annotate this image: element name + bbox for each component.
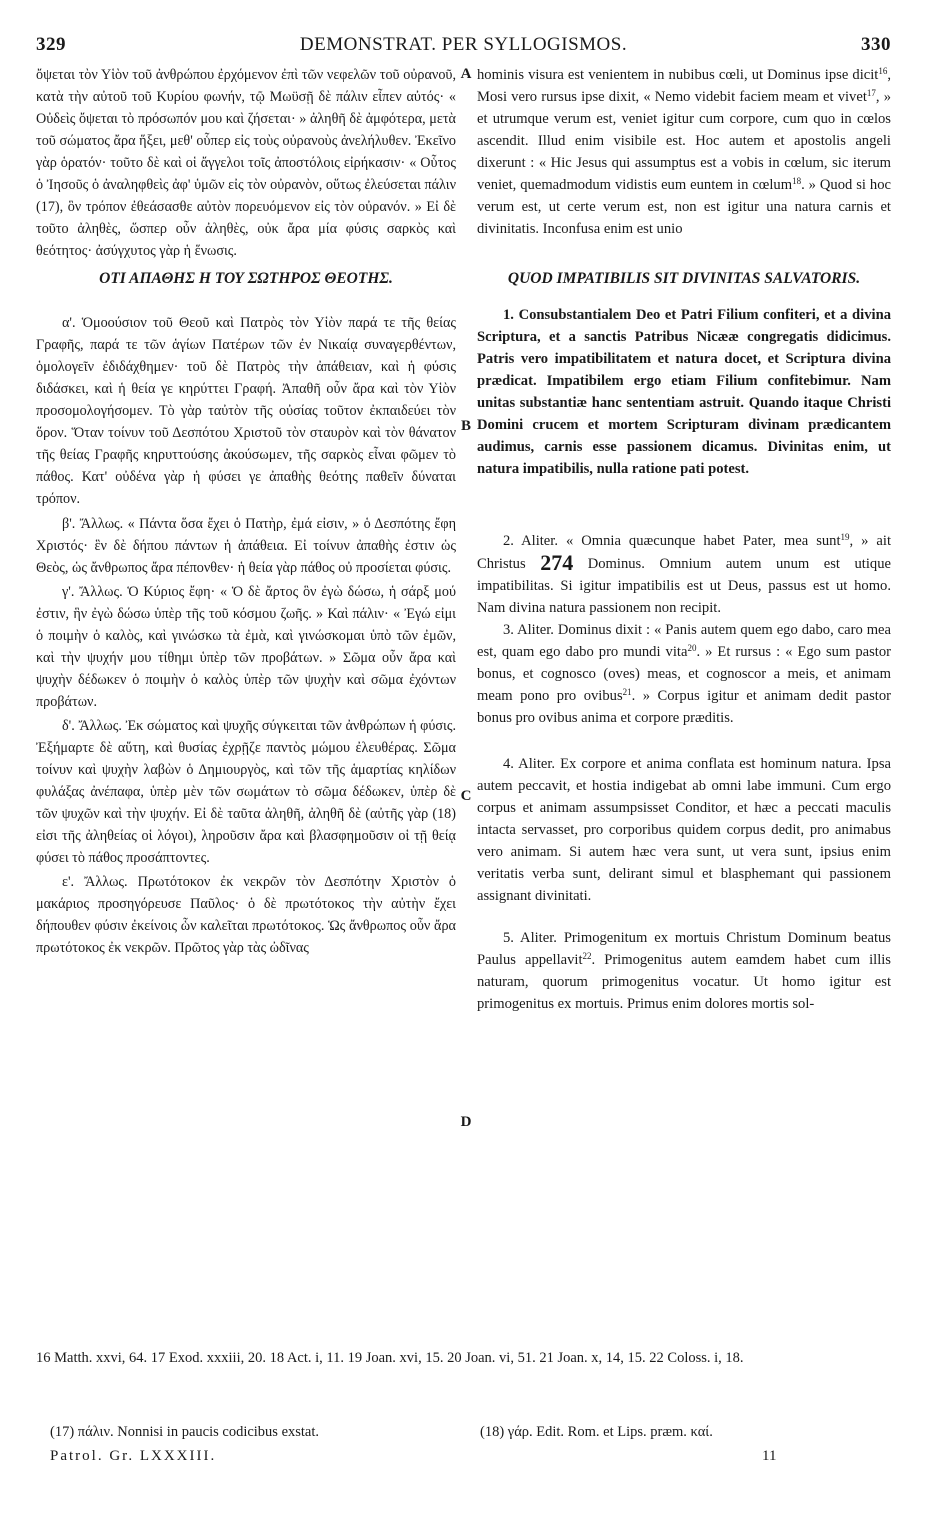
latin-paragraph-text: . » Et rursus : « Ego sum pastor bonus, et cognosco (oves) meas, et cognoscor a meis, et animam meam pono pro ovibus [477, 644, 891, 704]
greek-paragraph-5: ε'. Ἄλλως. Πρωτότοκον ἐκ νεκρῶν τὸν Δεσπότην Χριστὸν ὁ μακάριος προσηγόρευσε Παῦλος· ὁ δὲ πρωτότοκος τὴν αὐτὴν ἔχει δήπουθεν φύσιν ἐκείνοις ὧν καλεῖται πρωτότοκος. Ὡς ἄνθρωπος οὖν ἄρα πρωτότοκος ἐκ νεκρῶν. Πρῶτος γὰρ τὰς ὠδῖνας [36, 874, 456, 956]
latin-intro-text: , Mosi vero rursus ipse dixit, « Nemo videbit faciem meam et vivet [477, 67, 891, 105]
margin-letter-d: D [460, 1114, 472, 1130]
latin-paragraph-text: 5. Aliter. Primogenitum ex mortuis Christum Dominum beatus Paulus appellavit [477, 930, 891, 968]
greek-paragraph-1: α'. Ὁμοούσιον τοῦ Θεοῦ καὶ Πατρὸς τὸν Υἱὸν παρά τε τῆς θείας Γραφῆς, παρά τε τῶν ἁγίων Πατέρων τῶν ἐν Νικαίᾳ συναγερθέντων, ὁμολογεῖν ἐδιδάχθημεν· τοῦ δὲ Πατρὸς τὴν ἀπάθειαν, καὶ ἡ φύσις διδάσκει, καὶ ἡ θεία γε κηρύττει Γραφή. Ἀπαθῆ οὖν ἄρα καὶ τὸν Υἱὸν προσομολογήσομεν. Τὸ γὰρ ταὐτὸν τῆς οὐσίας τοῦτον ἐκπαιδεύει τὸν ὅρον. Ὅταν τοίνυν τοῦ Δεσπότου Χριστοῦ τὸν σταυρὸν καὶ τὸν θάνατον τῆς θείας Γραφῆς κηρυττούσης ἀκούσωμεν, τῆς σαρκὸς εἶναι φῶμεν τὸ πάθος. Κατ' οὐδένα γὰρ ἡ φύσει γε ἀπαθὴς θεότης παθεῖν δύναται τρόπον. [36, 315, 456, 507]
greek-intro: ὄψεται τὸν Υἱὸν τοῦ ἀνθρώπου ἐρχόμενον ἐπὶ τῶν νεφελῶν τοῦ οὐρανοῦ, κατὰ τὴν αὐτοῦ τοῦ Κυρίου φωνήν, τῷ Μωϋσῇ δὲ πάλιν εἶπεν αὐτός· « Οὐδεὶς ὄψεται τὸ πρόσωπόν μου καὶ ζήσεται· » ἀληθῆ δὲ ἀμφότερα, μετὰ τοῦ σώματος ἄρα ἥξει, μεθ' οὗπερ εἰς τοὺς οὐρανοὺς ἀνελήλυθεν. Ἐκεῖνο γὰρ ὁρατόν· τοῦτο δὲ καὶ οἱ ἄγγελοι τοῖς ἀποστόλοις εἰρήκασιν· « Οὗτος ὁ Ἰησοῦς ὁ ἀναληφθεὶς ἀφ' ὑμῶν εἰς τὸν οὐρανὸν, οὕτως ἐλεύσεται πάλιν (17), ὃν τρόπον ἐθεάσασθε αὐτὸν πορευόμενον εἰς τὸν οὐρανόν. » Εἰ δὲ τοῦτο ἀληθὲς, ὥσπερ οὖν ἀληθὲς, οὐκ ἄρα μία φύσις σαρκὸς καὶ θεότητος· ἀσύγχυτος γὰρ ἡ ἕνωσις. [36, 67, 456, 259]
footnote-ref-19: 19 [840, 532, 850, 542]
latin-paragraph-text: . » Corpus igitur et animam dedit pastor bonus pro ovibus anima et corpore præditis. [477, 688, 891, 726]
latin-intro-text: hominis visura est venientem in nubibus cœli, ut Dominus ipse dicit [477, 67, 879, 83]
footnote-ref-21: 21 [622, 687, 632, 697]
latin-paragraph-2 [477, 530, 891, 619]
latin-intro-text: , » et utrumque verum est, veniet igitur cum corpore, cum quo in cœlos ascendit. Illud enim visibile est. Hoc autem et apostolis angeli dixerunt : « Hic Jesus qui assumptus est a vobis in cœlum, sic iterum veniet, quemadmodum vidistis eum euntem in cœlum [477, 89, 891, 193]
margin-letter-a: A [460, 66, 472, 82]
footnote-ref-18: 18 [792, 176, 802, 186]
latin-paragraph-1: 1. Consubstantialem Deo et Patri Filium confiteri, et a divina Scriptura, et a sanctis Patribus Nicææ congregatis didicimus. Patris vero impatibilitatem et natura docet, et Scriptura divina prædicat. Impatibilem ergo etiam Filium confitebimur. Nam unitas substantiæ hanc sententiam astruit. Quando itaque Christi Domini crucem et mortem Scripturam divinam prædicantem audimus, carnis esse passionem dicamus. Divinitas enim, ut natura impatibilis, nulla ratione pati potest. [477, 307, 891, 477]
latin-paragraph-5 [477, 927, 891, 1015]
latin-column [477, 64, 891, 1015]
greek-column [36, 64, 456, 959]
running-title: DEMONSTRAT. PER SYLLOGISMOS. [299, 34, 628, 55]
footnote-18: (18) γάρ. Edit. Rom. et Lips. præm. καί. [480, 1424, 713, 1440]
signature-number: 11 [762, 1448, 777, 1464]
latin-intro-text: . » Quod si hoc verum est, ut certe verum est, non est igitur una natura carnis et divinitatis. Inconfusa enim est unio [477, 177, 891, 237]
latin-paragraph-text: . Primogenitus autem eamdem habet cum illis naturam, quorum primogenitus vocatur. Ut homo igitur est primogenitus ex mortuis. Primus enim dolores mortis sol- [477, 952, 891, 1012]
greek-heading: ΟΤΙ ΑΠΑΘΗΣ Η ΤΟΥ ΣΩΤΗΡΟΣ ΘΕΟΤΗΣ. [99, 270, 393, 287]
latin-paragraph-text: 2. Aliter. « Omnia quæcunque habet Pater, mea sunt [503, 533, 841, 549]
signature-mark: Patrol. Gr. LXXXIII. [50, 1448, 217, 1464]
page-number-right: 330 [861, 34, 891, 55]
latin-paragraph-4: 4. Aliter. Ex corpore et anima conflata est hominum natura. Ipsa autem peccavit, et hostia indigebat ab omni labe immuni. Cum ergo corpus et animam assumpsisset Conditor, et hæc a peccati maculis intacta servasset, pro corporibus quidem corpus dedit, pro animabus vero animam. Si autem hæc vera sunt, ut vera sunt, ipsius enim veritatis verba sunt, delirant simul et blasphemant qui passionem assignant divinitati. [477, 756, 891, 904]
latin-heading: QUOD IMPATIBILIS SIT DIVINITAS SALVATORIS. [507, 270, 861, 287]
column-number: 274 [540, 550, 574, 575]
latin-paragraph-text: , » ait Christus [477, 533, 891, 572]
greek-paragraph-3: γ'. Ἄλλως. Ὁ Κύριος ἔφη· « Ὁ δὲ ἄρτος ὃν ἐγὼ δώσω, ἡ σάρξ μού ἐστιν, ἣν ἐγὼ δώσω ὑπὲρ τῆς τοῦ κόσμου ζωῆς. » Καὶ πάλιν· « Ἐγώ εἰμι ὁ ποιμὴν ὁ καλὸς, καὶ γινώσκω τὰ ἐμὰ, καὶ γινώσκομαι ὑπὸ τῶν ἐμῶν, καὶ τὴν ψυχήν μου τίθημι ὑπὲρ τῶν προβάτων. » Σῶμα οὖν ἄρα καὶ ψυχὴν δέδωκεν ὁ ποιμὴν ὁ καλὸς ὑπὲρ τῶν ψυχὴν καὶ σῶμα ἐχόντων προβάτων. [36, 584, 456, 710]
greek-paragraph-2: β'. Ἄλλως. « Πάντα ὅσα ἔχει ὁ Πατὴρ, ἐμά εἰσιν, » ὁ Δεσπότης ἔφη Χριστός· ἓν δὲ δήπου πάντων ἡ ἀπάθεια. Εἰ τοίνυν ἀπαθὴς ἐστιν ὡς Θεὸς, ὡς ἄνθρωπος ἄρα πέπονθεν· ἡ θεία γὰρ πάθος οὐ προσίεται φύσις. [36, 516, 456, 576]
scripture-footnotes: 16 Matth. xxvi, 64. 17 Exod. xxxiii, 20. 18 Act. i, 11. 19 Joan. xvi, 15. 20 Joan. vi, 51. 21 Joan. x, 14, 15. 22 Coloss. i, 18. [36, 1350, 744, 1366]
footnote-ref-16: 16 [878, 66, 888, 76]
footnote-ref-22: 22 [582, 951, 592, 961]
latin-paragraph-3 [477, 619, 891, 729]
latin-paragraph-text: 3. Aliter. Dominus dixit : « Panis autem quem ego dabo, caro mea est, quam ego dabo pro mundi vita [477, 622, 891, 660]
greek-paragraph-4: δ'. Ἄλλως. Ἐκ σώματος καὶ ψυχῆς σύγκειται τῶν ἀνθρώπων ἡ φύσις. Ἐξήμαρτε δὲ αὕτη, καὶ θυσίας ἐχρῇζε παντὸς μώμου ἐλευθέρας. Σῶμα τοίνυν καὶ ψυχὴν λαβὼν ὁ Δημιουργὸς, καὶ τῶν τῆς ἁμαρτίας κηλίδων φυλάξας ἀνέπαφα, ὑπὲρ μὲν τῶν σωμάτων τὸ σῶμα δέδωκεν, ὑπὲρ δὲ τῶν ψυχῶν καὶ τὴν ψυχήν. Εἰ δὲ ταῦτα ἀληθῆ, ἀληθῆ δὲ (αὐτῆς γὰρ (18) εἰσι τῆς ἀληθείας οἱ λόγοι), ληροῦσιν ἄρα καὶ βλασφημοῦσιν οἱ τῇ θείᾳ φύσει τὸ πάθος προσάπτοντες. [36, 718, 456, 866]
footnote-17: (17) πάλιν. Nonnisi in paucis codicibus exstat. [50, 1424, 320, 1440]
margin-letter-b: B [460, 418, 471, 434]
latin-paragraph-text: Dominus. Omnium autem unum est utique impatibilitas. Si igitur impatibilis est ut Deus, passus est ut homo. Nam divina natura passionem non recipit. [477, 556, 891, 616]
latin-intro [477, 64, 891, 240]
footnote-ref-17: 17 [866, 88, 876, 98]
running-head [36, 34, 891, 64]
page-number-left: 329 [36, 34, 66, 55]
footnote-ref-20: 20 [687, 643, 697, 653]
margin-letter-c: C [460, 788, 472, 804]
